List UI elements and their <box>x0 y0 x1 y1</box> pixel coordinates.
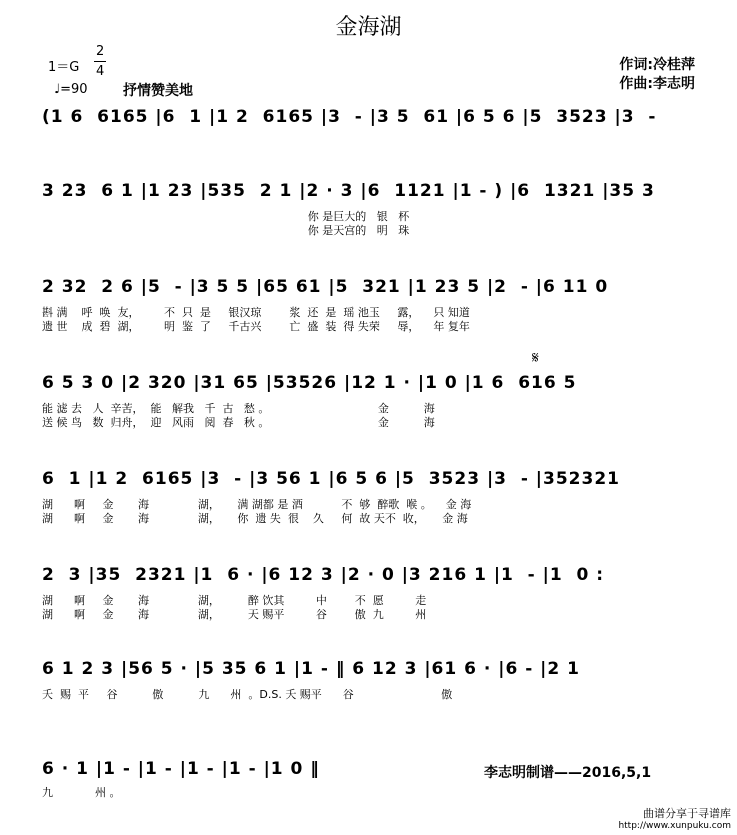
lyric-line: 九 州 。 <box>42 786 121 799</box>
composer-credit: 作曲:李志明 <box>619 76 695 92</box>
lyric-line: 你 是巨大的 银 杯 <box>42 210 410 223</box>
lyric-line: 湖 啊 金 海 湖， 满 湖都 是 酒 不 够 醉歌 喉 。 金 海 <box>42 498 472 511</box>
notation-line: 3 23 6 1 |1 23 |535 2 1 |2 · 3 |6 1121 |1 - ) |6 1321 |35 3 <box>42 181 655 201</box>
lyric-line: 你 是天宫的 明 珠 <box>42 224 410 237</box>
lyric-line: 湖 啊 金 海 湖， 天 赐平 谷 傲 九 州 <box>42 608 427 621</box>
time-signature-bottom: 4 <box>96 64 105 79</box>
key-signature: 1＝G <box>48 60 80 75</box>
score-row <box>42 174 700 208</box>
lyric-line: 湖 啊 金 海 湖， 你 遗 失 很 久 何 故 天不 收， 金 海 <box>42 512 468 525</box>
score-row <box>42 462 700 496</box>
watermark-title: 曲谱分享于寻谱库 <box>643 807 731 820</box>
lyric-line: 遗 世 成 碧 湖， 明 鉴 了 千古兴 亡 盛 装 得 失荣 辱， 年 复年 <box>42 320 470 333</box>
time-signature-top: 2 <box>96 44 105 59</box>
lyricist-credit: 作词:冷桂萍 <box>619 57 695 73</box>
notation-line: 2 32 2 6 |5 - |3 5 5 |65 61 |5 321 |1 23 5 |2 - |6 11 0 <box>42 277 609 297</box>
score-row <box>42 100 700 134</box>
segno-sign: 𝄋 <box>532 348 539 367</box>
notation-line: 6 1 |1 2 6165 |3 - |3 56 1 |6 5 6 |5 3523 |3 - |352321 <box>42 469 620 489</box>
watermark-url: http://www.xunpuku.com <box>618 821 731 831</box>
lyric-line: 湖 啊 金 海 湖， 醉 饮其 中 不 愿 走 <box>42 594 427 607</box>
score-row <box>42 558 700 592</box>
watermark <box>618 805 731 831</box>
score-row <box>42 652 700 686</box>
score-row <box>42 270 700 304</box>
lyric-line: 斟 满 呼 唤 友， 不 只 是 银汉琼 浆 还 是 瑶 池玉 露， 只 知道 <box>42 306 470 319</box>
score-row <box>42 366 700 400</box>
notation-line: 6 · 1 |1 - |1 - |1 - |1 - |1 0 ‖ <box>42 759 320 779</box>
lyric-line: 能 滤 去 人 辛苦， 能 解我 千 古 愁 。 金 海 <box>42 402 435 415</box>
notation-line: 6 1 2 3 |56 5 · |5 35 6 1 |1 - ‖ 6 12 3 |61 6 · |6 - |2 1 <box>42 659 580 679</box>
song-title: 金海湖 <box>335 15 402 40</box>
expression-marking: 抒情赞美地 <box>123 83 193 99</box>
transcriber-credit: 李志明制谱——2016,5,1 <box>484 765 652 781</box>
lyric-line: 夭 赐 平 谷 傲 九 州 。D.S. 夭 赐平 谷 傲 <box>42 688 453 701</box>
notation-line: (1 6 6165 |6 1 |1 2 6165 |3 - |3 5 61 |6 5 6 |5 3523 |3 - <box>42 107 657 127</box>
notation-line: 2 3 |35 2321 |1 6 · |6 12 3 |2 · 0 |3 216 1 |1 - |1 0 : <box>42 565 605 585</box>
tempo-marking: ♩=90 <box>54 82 88 97</box>
notation-line: 6 5 3 0 |2 320 |31 65 |53526 |12 1 · |1 0 |1 6 616 5 <box>42 373 577 393</box>
lyric-line: 送 候 鸟 数 归舟， 迎 风雨 阅 春 秋 。 金 海 <box>42 416 435 429</box>
